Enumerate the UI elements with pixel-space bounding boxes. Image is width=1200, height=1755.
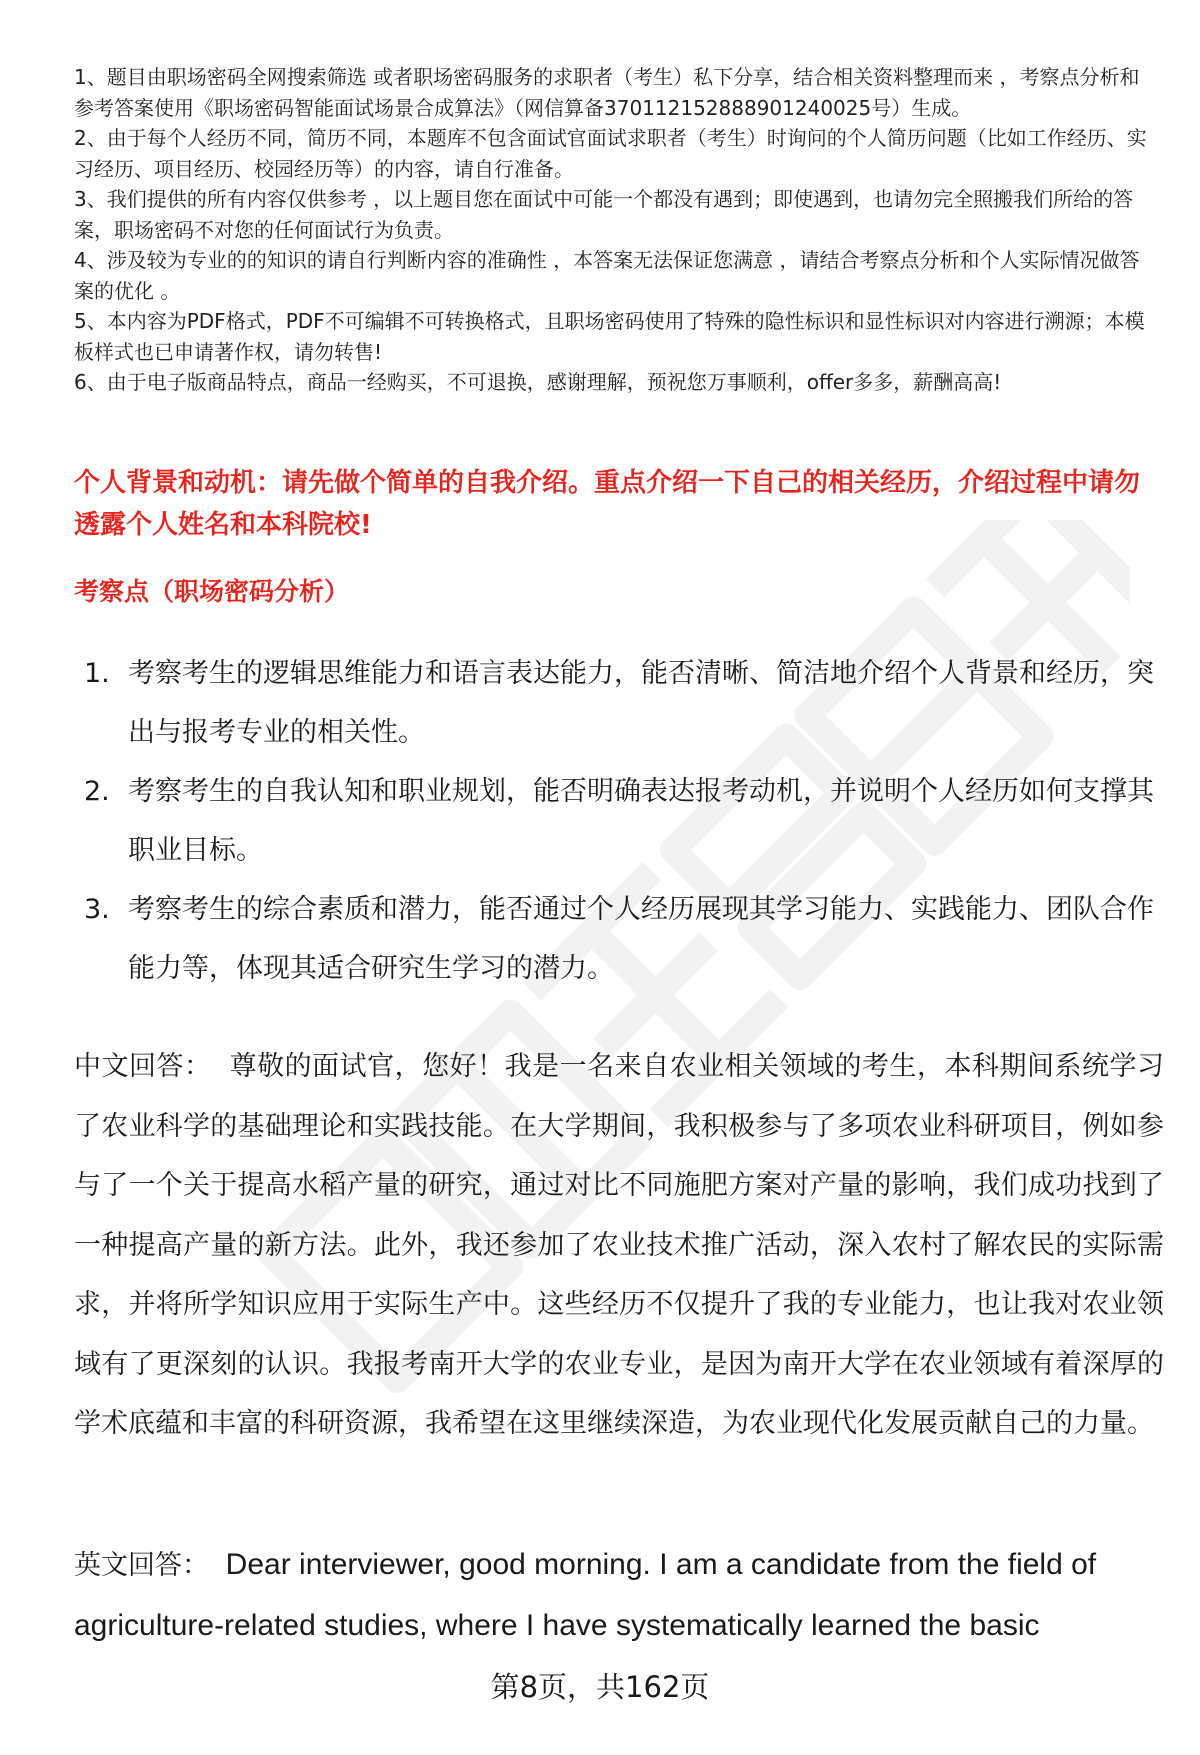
english-answer-label: 英文回答： — [74, 1550, 209, 1581]
analysis-points — [74, 645, 1164, 999]
disclaimer-note: 1、题目由职场密码全网搜索筛选 或者职场密码服务的求职者（考生）私下分享，结合相关资料整理而来 ，考察点分析和参考答案使用《职场密码智能面试场景合成算法》（网信算备370112152888901240025号）生成。 — [74, 65, 1140, 120]
point-text: 考察考生的自我认知和职业规划，能否明确表达报考动机，并说明个人经历如何支撑其职业目标。 — [128, 776, 1154, 866]
disclaimer-note: 6、由于电子版商品特点，商品一经购买，不可退换，感谢理解，预祝您万事顺利，offer多多，薪酬高高! — [74, 370, 1002, 394]
disclaimer-note: 3、我们提供的所有内容仅供参考 ，以上题目您在面试中可能一个都没有遇到；即使遇到，也请勿完全照搬我们所给的答案，职场密码不对您的任何面试行为负责。 — [74, 187, 1134, 242]
analysis-heading: 考察点（职场密码分析） — [74, 577, 350, 606]
chinese-answer-text: 尊敬的面试官，您好！我是一名来自农业相关领域的考生，本科期间系统学习了农业科学的基础理论和实践技能。在大学期间，我积极参与了多项农业科研项目，例如参与了一个关于提高水稻产量的研究，通过对比不同施肥方案对产量的影响，我们成功找到了一种提高产量的新方法。此外，我还参加了农业技术推广活动，深入农村了解农民的实际需求，并将所学知识应用于实际生产中。这些经历不仅提升了我的专业能力，也让我对农业领域有了更深刻的认识。我报考南开大学的农业专业，是因为南开大学在农业领域有着深厚的学术底蕴和丰富的科研资源，我希望在这里继续深造，为农业现代化发展贡献自己的力量。 — [74, 1051, 1165, 1439]
point-text: 考察考生的逻辑思维能力和语言表达能力，能否清晰、简洁地介绍个人背景和经历，突出与报考专业的相关性。 — [128, 658, 1154, 748]
page-number: 第8页，共162页 — [490, 1670, 710, 1704]
analysis-point — [74, 881, 1164, 998]
interview-question: 个人背景和动机：请先做个简单的自我介绍。重点介绍一下自己的相关经历，介绍过程中请勿透露个人姓名和本科院校! — [74, 468, 1141, 540]
point-number: 1. — [84, 658, 110, 689]
english-answer — [74, 1535, 1164, 1655]
analysis-point — [74, 645, 1164, 762]
analysis-point — [74, 763, 1164, 880]
disclaimer-note: 4、涉及较为专业的的知识的请自行判断内容的准确性 ，本答案无法保证您满意 ，请结合考察点分析和个人实际情况做答案的优化 。 — [74, 248, 1140, 303]
chinese-answer — [74, 1037, 1164, 1454]
point-text: 考察考生的综合素质和潜力，能否通过个人经历展现其学习能力、实践能力、团队合作能力等，体现其适合研究生学习的潜力。 — [128, 894, 1154, 984]
point-number: 2. — [84, 776, 110, 807]
point-number: 3. — [84, 894, 110, 925]
chinese-answer-label: 中文回答： — [74, 1051, 212, 1082]
disclaimer-notes — [74, 62, 1154, 398]
disclaimer-note: 2、由于每个人经历不同，简历不同，本题库不包含面试官面试求职者（考生）时询问的个人简历问题（比如工作经历、实习经历、项目经历、校园经历等）的内容，请自行准备。 — [74, 126, 1147, 181]
disclaimer-note: 5、本内容为PDF格式，PDF不可编辑不可转换格式，且职场密码使用了特殊的隐性标识和显性标识对内容进行溯源；本模板样式也已申请著作权，请勿转售! — [74, 309, 1145, 364]
english-answer-text: Dear interviewer, good morning. I am a candidate from the field of agriculture-related studies, where I have systematically learned the basic — [74, 1548, 1097, 1642]
